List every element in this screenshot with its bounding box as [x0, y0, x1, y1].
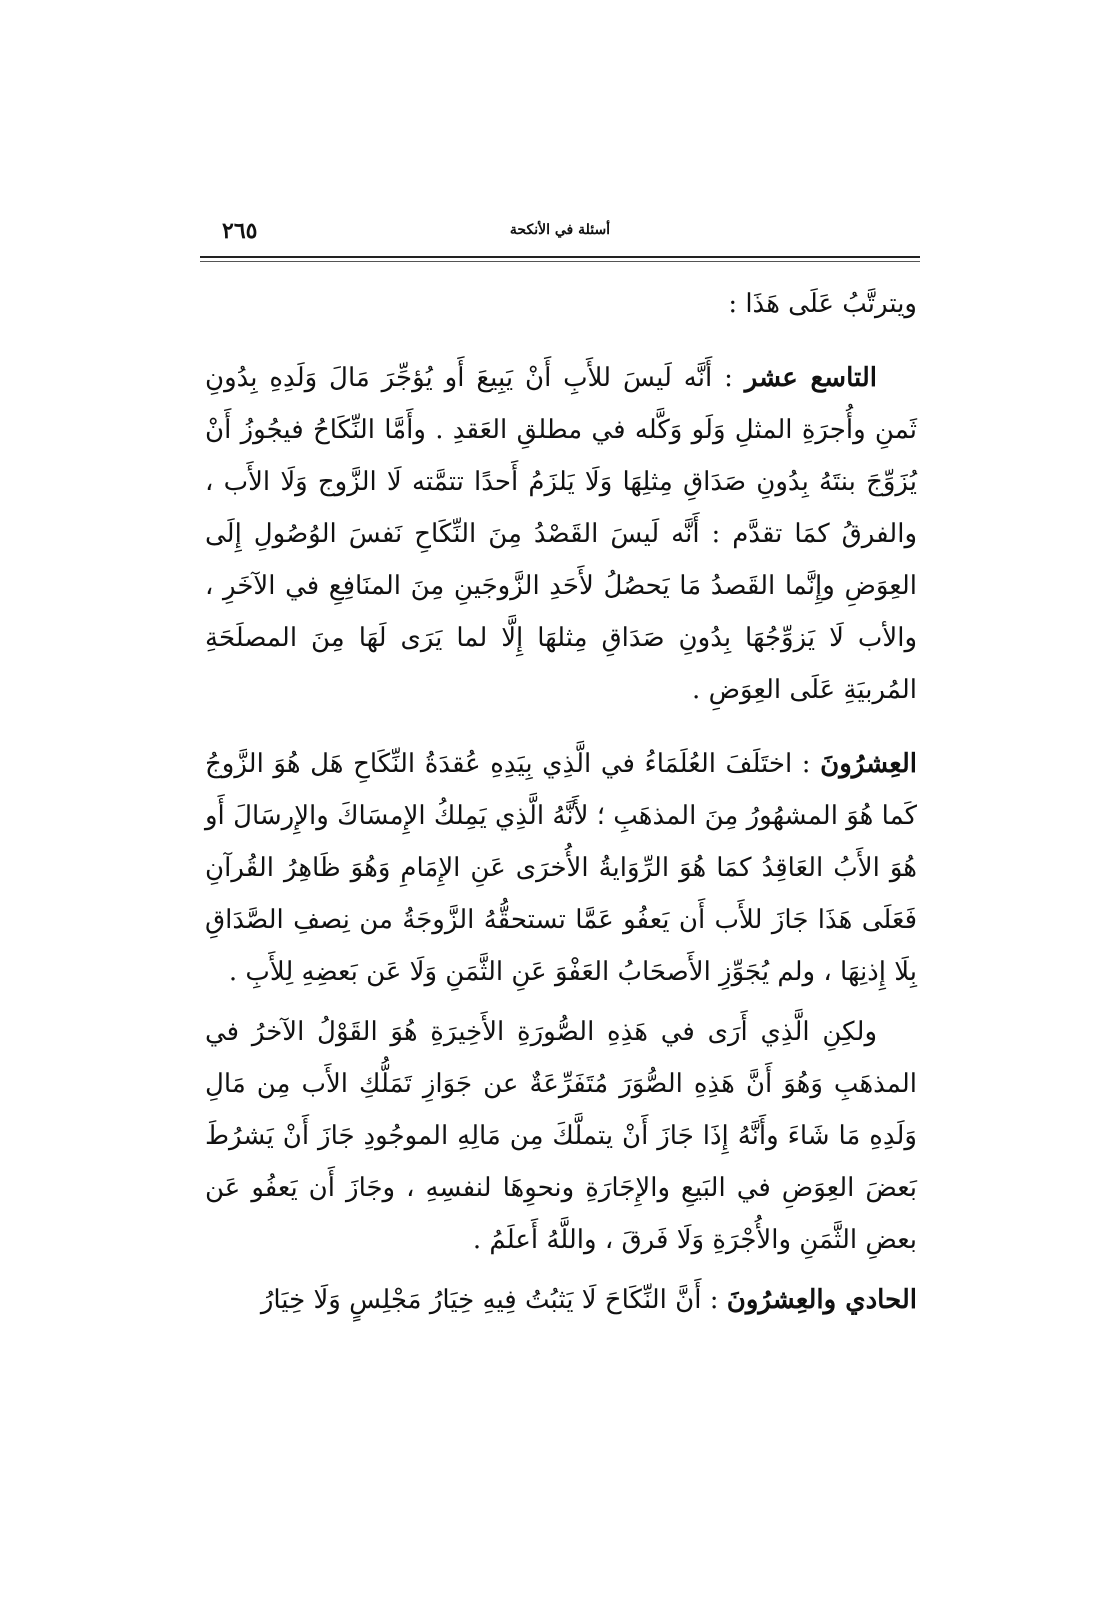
paragraph-text: : اختَلَفَ العُلَمَاءُ في الَّذِي بِيَدِهِ عُقدَةُ النِّكَاحِ هَل هُوَ الزَّوجُ كَما هُوَ المشهُورُ مِنَ المذهَبِ ؛ لأَنَّهُ الَّذِي يَمِلكُ الإِمسَاكَ والإِرسَالَ أَو هُوَ الأَبُ العَاقِدُ كمَا هُوَ الرِّوَايةُ الأُخرَى عَنِ الإِمَامِ وَهُوَ ظَاهِرُ القُرآنِ فَعَلَى هَذَا جَازَ للأَب أَن يَعفُو عَمَّا تستحقُّهُ الزَّوجَةُ من نِصفِ الصَّدَاقِ بِلَا إِذنِهَا ، ولم يُجَوِّزِ الأَصحَابُ العَفْوَ عَنِ الثَّمَنِ وَلَا عَن بَعضِهِ لِلأَبِ . — [205, 749, 917, 987]
paragraph-lead: الحادي والعِشرُونَ — [726, 1285, 917, 1315]
running-title: أسئلة في الأنكحة — [509, 222, 611, 238]
header-rule-thin — [200, 261, 920, 262]
header-rule-thick — [200, 256, 920, 258]
paragraph-text: : أَنَّه لَيسَ للأَبِ أَنْ يَبِيعَ أَو يُؤجِّرَ مَالَ وَلَدِهِ بِدُونِ ثَمنِ وأُجرَةِ المثلِ وَلَو وَكَّله في مطلقِ العَقدِ . وأَمَّا النِّكَاحُ فيجُوزُ أَنْ يُزَوِّجَ بنتَهُ بِدُونِ صَدَاقِ مِثلِهَا وَلَا يَلزَمُ أَحدًا تتمَّته لَا الزَّوج وَلَا الأَب ، والفرقُ كمَا تقدَّم : أَنَّه لَيسَ القَصْدُ مِنَ النِّكَاحِ نَفسَ الوُصُولِ إِلَى العِوَضِ وإِنَّما القَصدُ مَا يَحصُلُ لأَحَدِ الزَّوجَينِ مِنَ المنَافِعِ في الآخَرِ ، والأب لَا يَزوِّجُهَا بِدُونِ صَدَاقِ مِثلهَا إِلَّا لما يَرَى لَهَا مِنَ المصلَحَةِ المُربيَةِ عَلَى العِوَضِ . — [205, 363, 917, 705]
running-head — [200, 218, 920, 252]
paragraph-opinion — [205, 1006, 917, 1266]
paragraph-text: ويترتَّبُ عَلَى هَذَا : — [728, 289, 917, 319]
paragraph-twenty-first — [205, 1274, 917, 1326]
page-number: ٢٦٥ — [222, 218, 258, 244]
paragraph-lead: التاسع عشر — [744, 363, 877, 393]
body-text — [205, 278, 917, 1326]
paragraph-text: : أَنَّ النِّكَاحَ لَا يَثبُتُ فِيهِ خِيَارُ مَجْلِسٍ وَلَا خِيَارُ — [260, 1285, 727, 1315]
paragraph-intro — [205, 278, 917, 330]
paragraph-nineteenth — [205, 352, 917, 716]
paragraph-lead: العِشرُونَ — [820, 749, 917, 779]
paragraph-text: ولكِنِ الَّذِي أَرَى في هَذِهِ الصُّورَةِ الأَخِيرَةِ هُوَ القَوْلُ الآخرُ في المذهَبِ وَهُوَ أَنَّ هَذِهِ الصُّوَرَ مُتَفَرِّعَةٌ عن جَوَازِ تَمَلُّكِ الأَب مِن مَالِ وَلَدِهِ مَا شَاءَ وأَنَّهُ إِذَا جَازَ أَنْ يتملَّكَ مِن مَالِهِ الموجُودِ جَازَ أَنْ يَشرُطَ بَعضَ العِوَضِ في البَيعِ والإِجَارَةِ ونحوِهَا لنفسِهِ ، وجَازَ أَن يَعفُو عَن بعضِ الثَّمَنِ والأُجْرَةِ وَلَا فَرقَ ، واللَّهُ أَعلَمُ . — [205, 1017, 917, 1255]
paragraph-twentieth — [205, 738, 917, 998]
